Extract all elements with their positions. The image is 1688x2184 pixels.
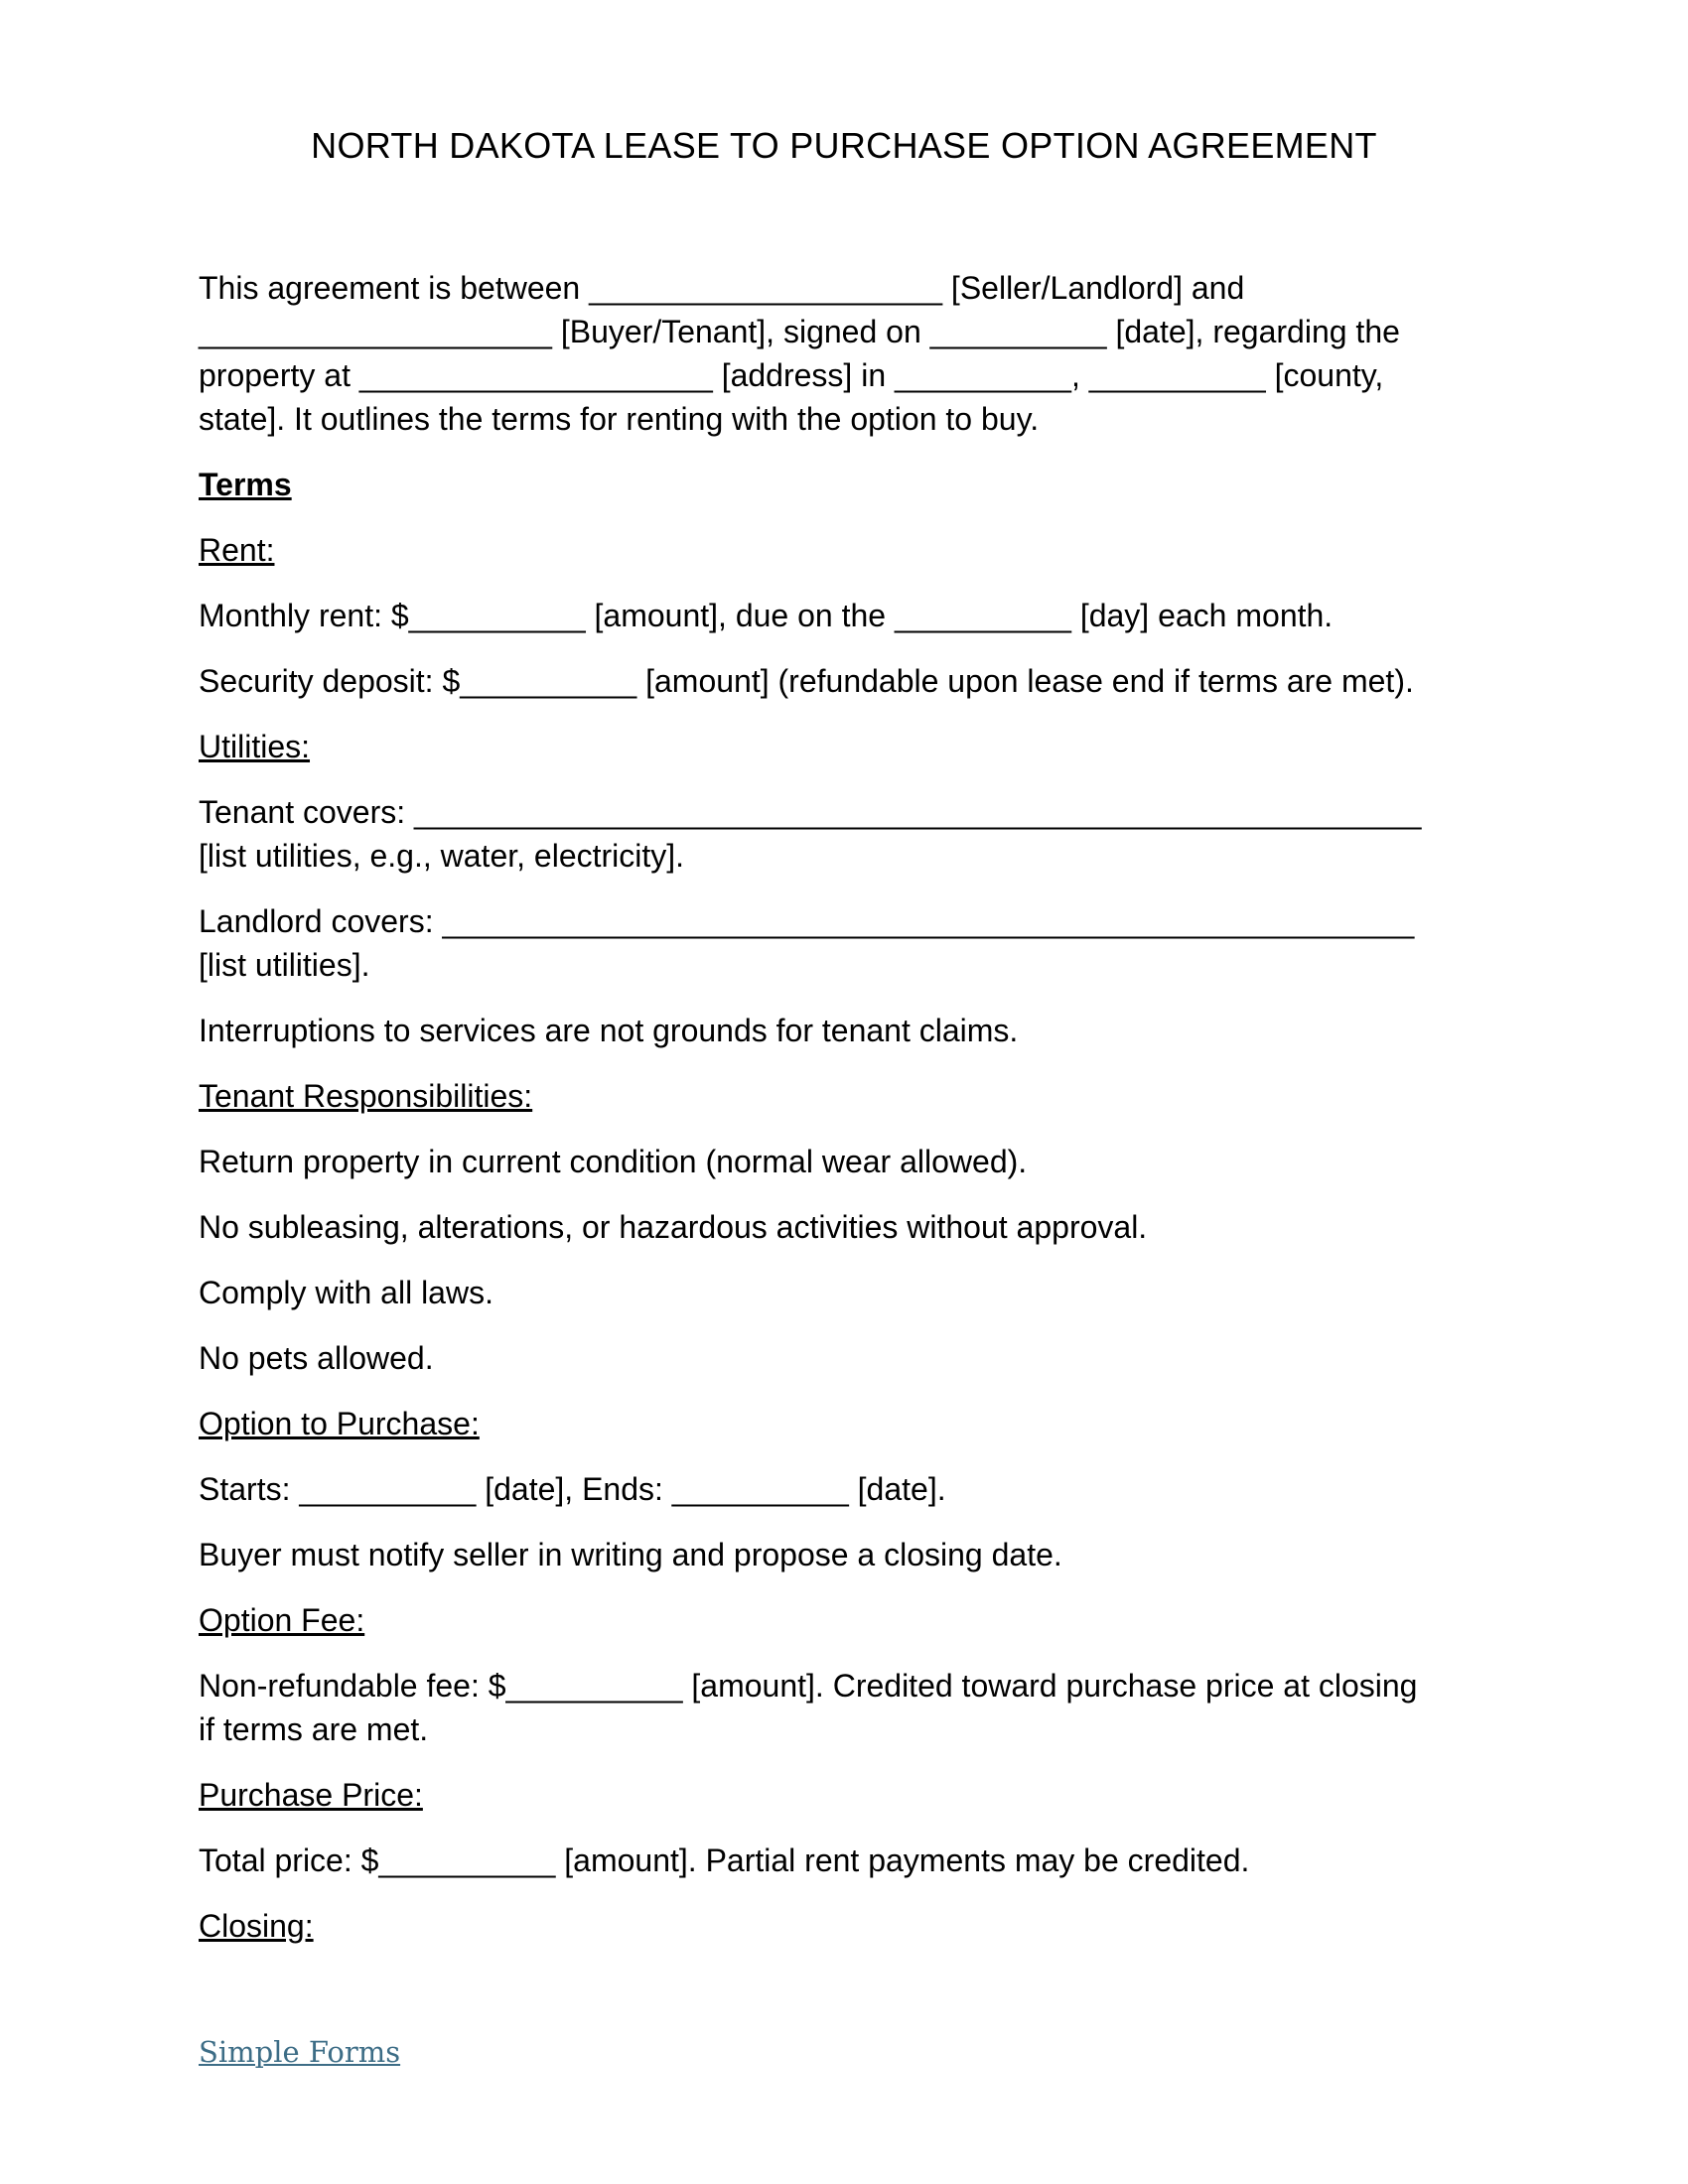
tenant-covers-paragraph [199, 790, 1489, 878]
interruptions-line: Interruptions to services are not grounds for tenant claims. [199, 1013, 1019, 1048]
tenant-covers-line: Tenant covers: _________________________________________________________ [199, 794, 1422, 830]
purchase-price-heading: Purchase Price: [199, 1777, 423, 1813]
option-to-purchase-heading: Option to Purchase: [199, 1406, 480, 1441]
option-dates-line: Starts: __________ [date], Ends: __________ [date]. [199, 1471, 946, 1507]
landlord-covers-note: [list utilities]. [199, 947, 370, 983]
intro-line: This agreement is between ____________________ [Seller/Landlord] and [199, 270, 1245, 306]
terms-heading: Terms [199, 467, 292, 502]
option-fee-paragraph: Non-refundable fee: $__________ [amount]. Credited toward purchase price at closing if terms are met. [199, 1668, 1418, 1747]
rent-heading: Rent: [199, 532, 275, 568]
responsibility-item: Comply with all laws. [199, 1275, 493, 1310]
intro-paragraph [199, 266, 1489, 441]
responsibility-item: No subleasing, alterations, or hazardous activities without approval. [199, 1209, 1148, 1245]
monthly-rent-line: Monthly rent: $__________ [amount], due on the __________ [day] each month. [199, 598, 1334, 633]
option-fee-heading: Option Fee: [199, 1602, 365, 1638]
responsibility-item: No pets allowed. [199, 1340, 434, 1376]
simple-forms-link[interactable]: Simple Forms [199, 2035, 401, 2069]
intro-line: property at ____________________ [address] in __________, __________ [county, [199, 357, 1384, 393]
intro-line: ____________________ [Buyer/Tenant], signed on __________ [date], regarding the [199, 314, 1400, 349]
document-title: NORTH DAKOTA LEASE TO PURCHASE OPTION AGREEMENT [311, 125, 1377, 166]
intro-line: state]. It outlines the terms for renting with the option to buy. [199, 401, 1040, 437]
security-deposit-line: Security deposit: $__________ [amount] (refundable upon lease end if terms are met). [199, 663, 1414, 699]
responsibility-item: Return property in current condition (normal wear allowed). [199, 1144, 1028, 1179]
purchase-price-line: Total price: $__________ [amount]. Partial rent payments may be credited. [199, 1843, 1250, 1878]
landlord-covers-line: Landlord covers: _______________________________________________________ [199, 903, 1415, 939]
document-body [199, 266, 1489, 1970]
tenant-responsibilities-heading: Tenant Responsibilities: [199, 1078, 533, 1114]
closing-heading: Closing: [199, 1908, 314, 1944]
landlord-covers-paragraph [199, 899, 1489, 987]
tenant-covers-note: [list utilities, e.g., water, electricity]. [199, 838, 685, 874]
option-notify-line: Buyer must notify seller in writing and propose a closing date. [199, 1537, 1062, 1572]
utilities-heading: Utilities: [199, 729, 311, 764]
